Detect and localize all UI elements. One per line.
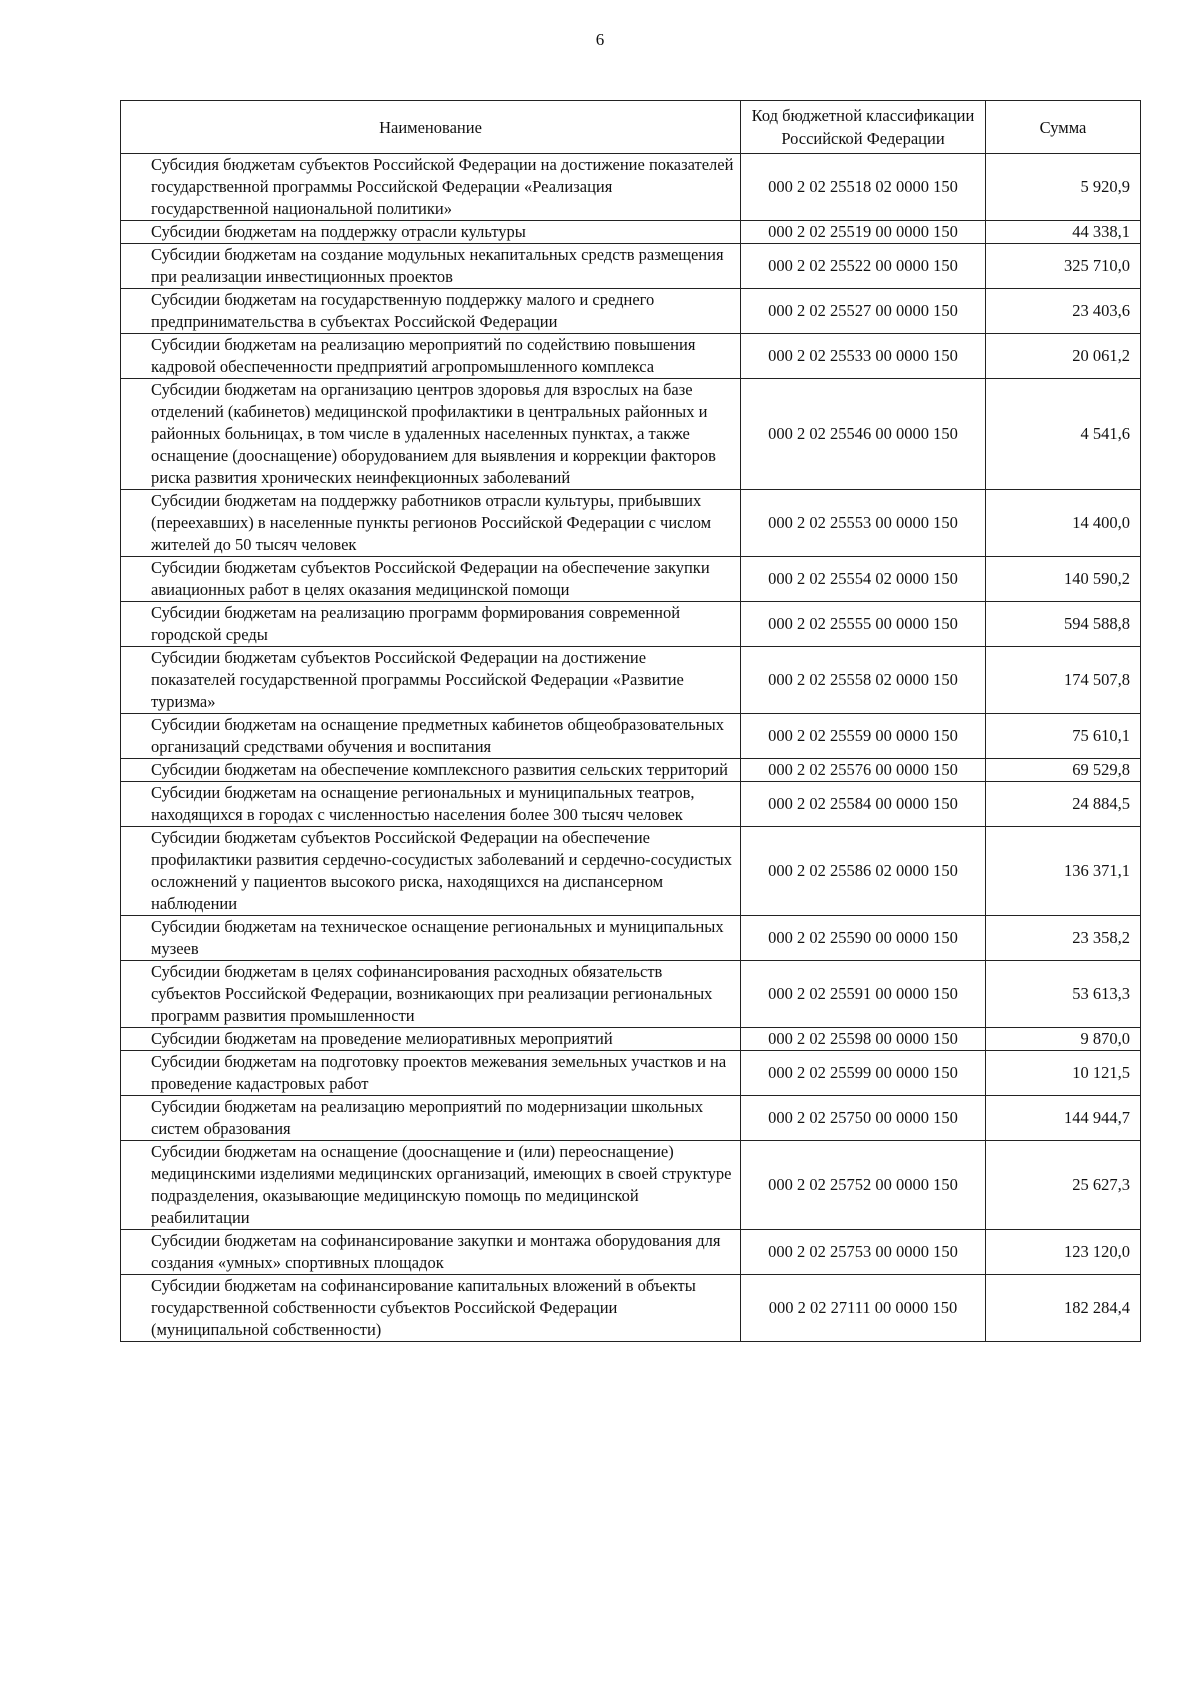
table-row (121, 1275, 1141, 1342)
row-name: Субсидии бюджетам на проведение мелиоративных мероприятий (121, 1028, 741, 1051)
row-name: Субсидии бюджетам на подготовку проектов межевания земельных участков и на проведение кадастровых работ (121, 1051, 741, 1096)
row-sum: 20 061,2 (986, 334, 1141, 379)
row-name: Субсидии бюджетам на поддержку работников отрасли культуры, прибывших (переехавших) в населенные пункты регионов Российской Федерации с числом жителей до 50 тысяч человек (121, 490, 741, 557)
row-name: Субсидии бюджетам на оснащение (дооснащение и (или) переоснащение) медицинскими изделиями медицинских организаций, имеющих в своей структуре подразделения, оказывающие медицинскую помощь по медицинской реабилитации (121, 1141, 741, 1230)
table-row (121, 1096, 1141, 1141)
row-sum: 174 507,8 (986, 647, 1141, 714)
row-name: Субсидии бюджетам на государственную поддержку малого и среднего предпринимательства в субъектах Российской Федерации (121, 289, 741, 334)
row-name: Субсидии бюджетам на техническое оснащение региональных и муниципальных музеев (121, 916, 741, 961)
table-row (121, 1141, 1141, 1230)
row-code: 000 2 02 25584 00 0000 150 (741, 782, 986, 827)
row-sum: 69 529,8 (986, 759, 1141, 782)
row-code: 000 2 02 25591 00 0000 150 (741, 961, 986, 1028)
row-code: 000 2 02 25590 00 0000 150 (741, 916, 986, 961)
page-number: 6 (595, 30, 605, 49)
row-sum: 10 121,5 (986, 1051, 1141, 1096)
row-name: Субсидии бюджетам на софинансирование капитальных вложений в объекты государственной собственности субъектов Российской Федерации (муниципальной собственности) (121, 1275, 741, 1342)
row-code: 000 2 02 25546 00 0000 150 (741, 379, 986, 490)
row-code: 000 2 02 25598 00 0000 150 (741, 1028, 986, 1051)
row-name: Субсидии бюджетам на поддержку отрасли культуры (121, 221, 741, 244)
row-sum: 9 870,0 (986, 1028, 1141, 1051)
row-code: 000 2 02 25554 02 0000 150 (741, 557, 986, 602)
row-code: 000 2 02 25559 00 0000 150 (741, 714, 986, 759)
table-row (121, 782, 1141, 827)
row-name: Субсидии бюджетам на реализацию мероприятий по модернизации школьных систем образования (121, 1096, 741, 1141)
row-sum: 44 338,1 (986, 221, 1141, 244)
table-row (121, 961, 1141, 1028)
row-name: Субсидии бюджетам субъектов Российской Федерации на обеспечение закупки авиационных работ в целях оказания медицинской помощи (121, 557, 741, 602)
header-sum: Сумма (986, 101, 1141, 154)
row-name: Субсидии бюджетам на создание модульных некапитальных средств размещения при реализации инвестиционных проектов (121, 244, 741, 289)
row-sum: 23 403,6 (986, 289, 1141, 334)
row-sum: 594 588,8 (986, 602, 1141, 647)
row-code: 000 2 02 25586 02 0000 150 (741, 827, 986, 916)
table-row (121, 1230, 1141, 1275)
table-row (121, 916, 1141, 961)
row-sum: 136 371,1 (986, 827, 1141, 916)
table-row (121, 379, 1141, 490)
row-code: 000 2 02 25519 00 0000 150 (741, 221, 986, 244)
row-code: 000 2 02 25518 02 0000 150 (741, 154, 986, 221)
row-sum: 25 627,3 (986, 1141, 1141, 1230)
row-code: 000 2 02 25522 00 0000 150 (741, 244, 986, 289)
row-sum: 14 400,0 (986, 490, 1141, 557)
row-name: Субсидия бюджетам субъектов Российской Федерации на достижение показателей государственной программы Российской Федерации «Реализация государственной национальной политики» (121, 154, 741, 221)
row-sum: 4 541,6 (986, 379, 1141, 490)
row-name: Субсидии бюджетам субъектов Российской Федерации на достижение показателей государственной программы Российской Федерации «Развитие туризма» (121, 647, 741, 714)
row-code: 000 2 02 25750 00 0000 150 (741, 1096, 986, 1141)
row-name: Субсидии бюджетам на обеспечение комплексного развития сельских территорий (121, 759, 741, 782)
table-row (121, 759, 1141, 782)
table-row (121, 289, 1141, 334)
row-sum: 140 590,2 (986, 557, 1141, 602)
row-code: 000 2 02 25576 00 0000 150 (741, 759, 986, 782)
table-row (121, 647, 1141, 714)
row-name: Субсидии бюджетам субъектов Российской Федерации на обеспечение профилактики развития сердечно-сосудистых заболеваний и сердечно-сосудистых осложнений у пациентов высокого риска, находящихся на диспансерном наблюдении (121, 827, 741, 916)
table-row (121, 490, 1141, 557)
row-code: 000 2 02 25527 00 0000 150 (741, 289, 986, 334)
header-name: Наименование (121, 101, 741, 154)
row-sum: 5 920,9 (986, 154, 1141, 221)
row-sum: 182 284,4 (986, 1275, 1141, 1342)
row-code: 000 2 02 25558 02 0000 150 (741, 647, 986, 714)
table-row (121, 1028, 1141, 1051)
table-row (121, 1051, 1141, 1096)
row-code: 000 2 02 25599 00 0000 150 (741, 1051, 986, 1096)
header-code: Код бюджетной классификации Российской Федерации (741, 101, 986, 154)
row-code: 000 2 02 25555 00 0000 150 (741, 602, 986, 647)
row-sum: 75 610,1 (986, 714, 1141, 759)
row-name: Субсидии бюджетам на организацию центров здоровья для взрослых на базе отделений (кабинетов) медицинской профилактики в центральных районных и районных больницах, в том числе в удаленных населенных пунктах, а также оснащение (дооснащение) оборудованием для выявления и коррекции факторов риска развития хронических неинфекционных заболеваний (121, 379, 741, 490)
row-name: Субсидии бюджетам на оснащение предметных кабинетов общеобразовательных организаций средствами обучения и воспитания (121, 714, 741, 759)
row-name: Субсидии бюджетам на реализацию мероприятий по содействию повышения кадровой обеспеченности предприятий агропромышленного комплекса (121, 334, 741, 379)
table-row (121, 221, 1141, 244)
row-code: 000 2 02 27111 00 0000 150 (741, 1275, 986, 1342)
table-row (121, 334, 1141, 379)
row-name: Субсидии бюджетам на софинансирование закупки и монтажа оборудования для создания «умных» спортивных площадок (121, 1230, 741, 1275)
row-code: 000 2 02 25553 00 0000 150 (741, 490, 986, 557)
row-sum: 53 613,3 (986, 961, 1141, 1028)
table-row (121, 714, 1141, 759)
table-row (121, 244, 1141, 289)
table-row (121, 557, 1141, 602)
table-header-row (121, 101, 1141, 154)
table-row (121, 154, 1141, 221)
table-row (121, 827, 1141, 916)
row-sum: 123 120,0 (986, 1230, 1141, 1275)
row-code: 000 2 02 25533 00 0000 150 (741, 334, 986, 379)
row-sum: 144 944,7 (986, 1096, 1141, 1141)
table-row (121, 602, 1141, 647)
row-sum: 24 884,5 (986, 782, 1141, 827)
row-name: Субсидии бюджетам на реализацию программ формирования современной городской среды (121, 602, 741, 647)
row-name: Субсидии бюджетам на оснащение региональных и муниципальных театров, находящихся в городах с численностью населения более 300 тысяч человек (121, 782, 741, 827)
row-sum: 23 358,2 (986, 916, 1141, 961)
budget-table (120, 100, 1141, 1342)
row-code: 000 2 02 25753 00 0000 150 (741, 1230, 986, 1275)
row-sum: 325 710,0 (986, 244, 1141, 289)
row-name: Субсидии бюджетам в целях софинансирования расходных обязательств субъектов Российской Федерации, возникающих при реализации региональных программ развития промышленности (121, 961, 741, 1028)
row-code: 000 2 02 25752 00 0000 150 (741, 1141, 986, 1230)
